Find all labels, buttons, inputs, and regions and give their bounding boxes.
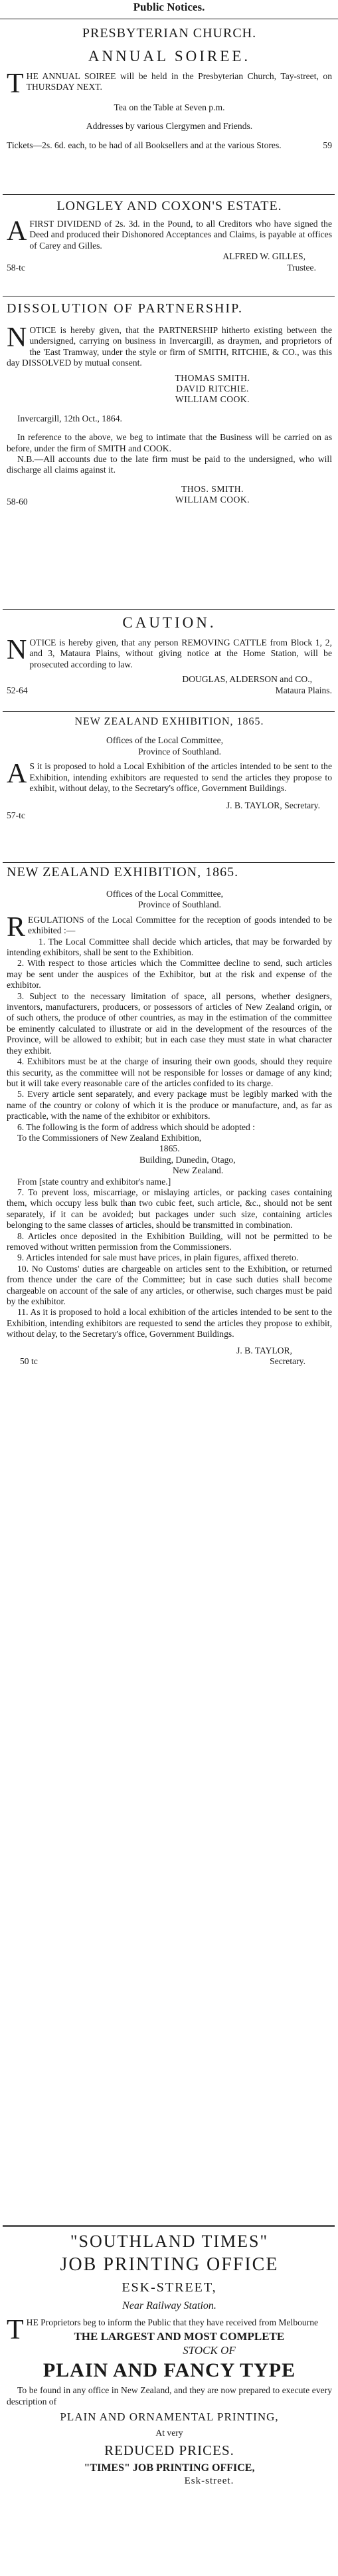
notice-nb: N.B.—All accounts due to the late firm must be paid to the undersigned, who will discharge all claims against it. [7, 454, 332, 475]
notice-signatory: J. B. TAYLOR, Secretary. [226, 800, 320, 811]
divider [3, 609, 335, 610]
regulation-item: 5. Every article sent separately, and every package must be legibly marked with the name of the country or colony of which it is the produce or manufacture, and, as far as practicable, with the name of the exhibitor or exhibitors. [7, 1089, 332, 1121]
address-line: New Zealand. [173, 1165, 224, 1176]
advert-southland-times-printing [7, 2231, 332, 2487]
partner-name: WILLIAM COOK. [175, 495, 250, 505]
office-line: Offices of the Local Committee, [106, 889, 224, 899]
drop-cap: T [7, 68, 24, 99]
notice-dissolution-partnership [7, 300, 332, 507]
notice-intro-text: EGULATIONS of the Local Committee for the reception of goods intended to be exhibited :— [28, 914, 332, 936]
notice-signatory: J. B. TAYLOR, [236, 1345, 292, 1355]
advert-line: At very [155, 2428, 183, 2438]
notice-ref: 58-60 [7, 496, 28, 507]
notice-tea-line: Tea on the Table at Seven p.m. [114, 102, 225, 112]
regulation-item: 3. Subject to the necessary limitation of space, all persons, whether designers, inventors, manufacturers, producers, or possessors of articles of New Zealand origin, or of such others, the produce of other countries, as may in the estimation of the committee be eminently calculated to illustrate or aid in the development of the resources of the Province, will be allowed to exhibit; but in each case they must state in what character they exhibit. [7, 991, 332, 1056]
notice-heading: DISSOLUTION OF PARTNERSHIP. [7, 301, 244, 316]
drop-cap: R [7, 911, 26, 943]
notice-role: Secretary. [270, 1356, 305, 1367]
notice-ref: 57-tc [7, 810, 25, 820]
address-line: To the Commissioners of New Zealand Exhibition, [17, 1132, 202, 1143]
notice-exhibition-regulations [7, 864, 332, 1367]
divider [3, 2225, 335, 2227]
regulation-item: 4. Exhibitors must be at the charge of insuring their own goods, should they require this security, as the committee will not be responsible for losses or damage of any kind; but it will take every reasonable care of the articles confided to its charge. [7, 1056, 332, 1088]
notice-body-text: OTICE is hereby given, that any person REMOVING CATTLE from Block 1, 2, and 3, Mataura Plains, without giving notice at the Home Station, will be prosecuted according to law. [29, 638, 332, 669]
notice-office [7, 889, 332, 911]
notice-tickets-text: Tickets—2s. 6d. each, to be had of all Booksellers and at the various Stores. [7, 140, 282, 150]
partner-name: DAVID RITCHIE. [176, 384, 249, 394]
partner-name: THOMAS SMITH. [175, 372, 250, 383]
regulation-item: 9. Articles intended for sale must have prices, in plain figures, affixed thereto. [17, 1252, 299, 1263]
notice-body [7, 635, 332, 670]
notice-presbyterian-soiree [7, 25, 332, 151]
notice-footer [7, 1356, 332, 1367]
notice-footer [7, 263, 332, 273]
notice-ref: 59 [323, 140, 332, 150]
notice-heading: LONGLEY AND COXON'S ESTATE. [56, 199, 282, 213]
notice-longley-coxon [7, 198, 332, 273]
divider [3, 862, 335, 863]
advert-line: STOCK OF [183, 2344, 236, 2357]
notice-addresses-line: Addresses by various Clergymen and Friends. [86, 121, 253, 132]
notice-body-text: FIRST DIVIDEND of 2s. 3d. in the Pound, to all Creditors who have signed the Deed and produced their Dishonored Acceptances and Claims, is payable at offices of Carey and Gilles. [29, 219, 332, 251]
notice-subheading: ANNUAL SOIREE. [88, 48, 251, 64]
drop-cap: N [7, 635, 27, 665]
advert-location: Near Railway Station. [122, 2300, 216, 2311]
notice-names [7, 373, 332, 406]
notice-heading: NEW ZEALAND EXHIBITION, 1865. [7, 865, 239, 879]
notice-heading: PRESBYTERIAN CHURCH. [82, 26, 257, 41]
office-line: Province of Southland. [138, 746, 221, 757]
notice-date: Invercargill, 12th Oct., 1864. [17, 413, 122, 423]
advert-body-text: HE Proprietors beg to inform the Public that they have received from Melbourne [26, 2317, 319, 2327]
partner-name: WILLIAM COOK. [175, 394, 250, 405]
notice-signatory: ALFRED W. GILLES, [222, 251, 305, 262]
regulation-item: 10. No Customs' duties are chargeable on articles sent to the Exhibition, or returned from thence under the care of the Committee; but in case such duties shall become chargeable on account of the sale of any articles, or otherwise, such charges must be paid by the exhibitor. [7, 1263, 332, 1307]
regulation-item: 1. The Local Committee shall decide which articles, that may be forwarded by intending exhibitors, shall be sent to the Exhibition. [7, 936, 332, 958]
notice-place: Mataura Plains. [275, 685, 332, 695]
advert-line: "TIMES" JOB PRINTING OFFICE, [84, 2462, 255, 2474]
regulation-item: 8. Articles once deposited in the Exhibition Building, will not be permitted to be removed without written permission from the Commissioners. [7, 1230, 332, 1252]
notice-caution [7, 614, 332, 696]
notice-exhibition-local [7, 717, 332, 821]
divider [3, 711, 335, 712]
regulations-list [7, 937, 332, 1133]
notice-ref: 52-64 [7, 685, 28, 695]
notice-heading: CAUTION. [122, 614, 216, 631]
regulation-item: 6. The following is the form of address which should be adopted : [17, 1121, 256, 1132]
regulation-item: 7. To prevent loss, miscarriage, or mislaying articles, or packing cases containing them, which occupy less bulk than two cubic feet, such article, &c., should not be sent separately, if it can be avoided; but packages under such size, containing articles belonging to the same classes of articles, should be transmitted in combination. [7, 1187, 332, 1230]
notice-body-text: HE ANNUAL SOIREE will be held in the Presbyterian Church, Tay-street, on THURSDAY NEXT. [26, 71, 332, 92]
drop-cap: A [7, 216, 27, 247]
advert-heading: "SOUTHLAND TIMES" [70, 2232, 269, 2251]
notice-body [7, 68, 332, 99]
address-line: Building, Dunedin, Otago, [139, 1154, 236, 1165]
office-line: Province of Southland. [138, 899, 221, 910]
regulation-item: 11. As it is proposed to hold a local exhibition of the articles intended to be sent to the Exhibition, intending exhibitors are requested to send the articles they propose to exhibit, without delay, to the Secretary's office, Government Buildings. [7, 1307, 332, 1340]
notice-role: Trustee. [287, 262, 316, 273]
notice-body-text: OTICE is hereby given, that the PARTNERSHIP hitherto existing between the undersigned, carrying on business in Invercargill, as draymen, and proprietors of the 'East Tramway, under the style or firm of SMITH, RITCHIE, & CO., was this day DISSOLVED by mutual consent. [7, 325, 332, 368]
advert-line: PLAIN AND ORNAMENTAL PRINTING, [60, 2410, 279, 2424]
regulation-item: 2. With respect to those articles which the Committee decline to send, such articles may be sent under the auspices of the Exhibitor, but at the risk and expense of the exhibitor. [7, 958, 332, 991]
notice-body [7, 216, 332, 251]
advert-address: ESK-STREET, [122, 2280, 217, 2295]
advert-line: REDUCED PRICES. [104, 2442, 234, 2458]
notice-intro [7, 911, 332, 943]
advert-line: PLAIN AND FANCY TYPE [42, 2359, 296, 2382]
section-masthead: Public Notices. [0, 0, 338, 19]
notice-signatory: DOUGLAS, ALDERSON and CO., [182, 674, 312, 685]
drop-cap: N [7, 322, 27, 353]
drop-cap: A [7, 759, 27, 790]
divider [3, 194, 335, 195]
notice-footer [7, 685, 332, 696]
address-from: From [state country and exhibitor's name.] [17, 1176, 171, 1187]
office-line: Offices of the Local Committee, [106, 735, 224, 746]
notice-body [7, 322, 332, 369]
notice-ref: 50 tc [20, 1356, 38, 1367]
notice-heading: NEW ZEALAND EXHIBITION, 1865. [74, 716, 264, 727]
drop-cap: T [7, 2315, 24, 2345]
notice-body-text: S it is proposed to hold a Local Exhibition of the articles intended to be sent to the Exhibition, intending exhibitors are requested to send the articles they propose to exhibit, without delay, to the Secretary's office, Government Buildings. [29, 761, 332, 794]
regulations-list-continued [7, 1187, 332, 1340]
advert-line: THE LARGEST AND MOST COMPLETE [74, 2330, 285, 2343]
partner-name: THOS. SMITH. [181, 483, 244, 494]
notice-ref: 58-tc [7, 262, 25, 273]
notice-body [7, 761, 332, 794]
address-line: 1865. [159, 1143, 180, 1154]
advert-body: To be found in any office in New Zealand, and they are now prepared to execute every description of [7, 2385, 332, 2406]
notice-tickets [7, 140, 332, 151]
notice-para: In reference to the above, we beg to intimate that the Business will be carried on as before, under the firm of SMITH and COOK. [7, 432, 332, 453]
notice-office [7, 735, 332, 757]
advert-heading: JOB PRINTING OFFICE [60, 2254, 279, 2275]
address-block [7, 1133, 332, 1187]
advert-line: Esk-street. [184, 2475, 234, 2486]
